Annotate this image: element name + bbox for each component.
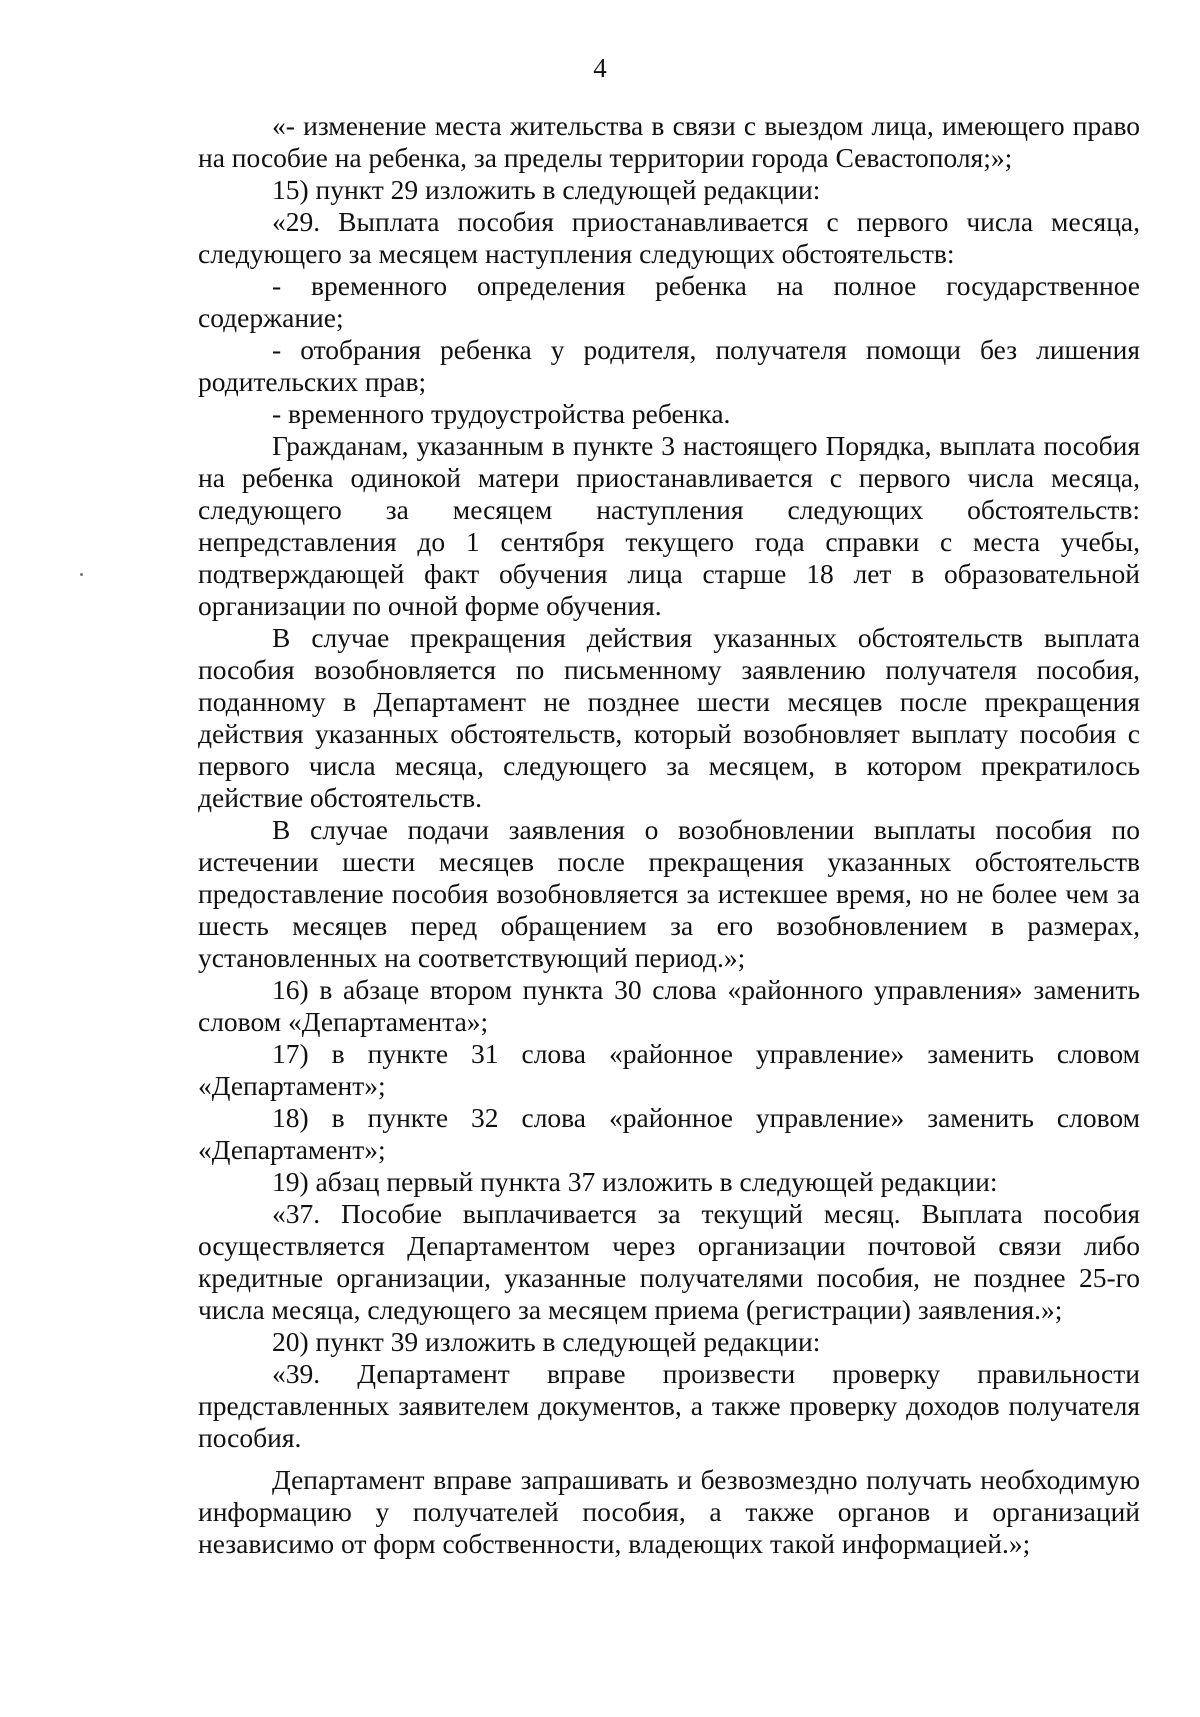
paragraph-10: 16) в абзаце втором пункта 30 слова «районного управления» заменить словом «Департамента»;	[198, 974, 1140, 1037]
paragraph-3: «29. Выплата пособия приостанавливается с первого числа месяца, следующего за месяцем наступления следующих обстоятельств:	[198, 206, 1140, 269]
paragraph-16: «39. Департамент вправе произвести проверку правильности представленных заявителем документов, а также проверку доходов получателя пособия.	[198, 1358, 1140, 1453]
paragraph-8: В случае прекращения действия указанных обстоятельств выплата пособия возобновляется по письменному заявлению получателя пособия, поданному в Департамент не позднее шести месяцев после прекращения действия указанных обстоятельств, который возобновляет выплату пособия с первого числа месяца, следующего за месяцем, в котором прекратилось действие обстоятельств.	[198, 622, 1140, 813]
paragraph-7: Гражданам, указанным в пункте 3 настоящего Порядка, выплата пособия на ребенка одинокой матери приостанавливается с первого числа месяца, следующего за месяцем наступления следующих обстоятельств: непредставления до 1 сентября текущего года справки с места учебы, подтверждающей факт обучения лица старше 18 лет в образовательной организации по очной форме обучения.	[198, 430, 1140, 621]
paragraph-1: «- изменение места жительства в связи с выездом лица, имеющего право на пособие на ребенка, за пределы территории города Севастополя;»;	[198, 110, 1140, 173]
paragraph-6: - временного трудоустройства ребенка.	[272, 398, 731, 429]
paragraph-13: 19) абзац первый пункта 37 изложить в следующей редакции:	[272, 1166, 998, 1197]
paragraph-2: 15) пункт 29 изложить в следующей редакции:	[272, 174, 821, 205]
paragraph-9: В случае подачи заявления о возобновлении выплаты пособия по истечении шести месяцев после прекращения указанных обстоятельств предоставление пособия возобновляется за истекшее время, но не более чем за шесть месяцев перед обращением за его возобновлением в размерах, установленных на соответствующий период.»;	[198, 814, 1140, 973]
paragraph-15: 20) пункт 39 изложить в следующей редакции:	[272, 1326, 821, 1357]
document-body	[198, 110, 1140, 1560]
paragraph-12: 18) в пункте 32 слова «районное управление» заменить словом «Департамент»;	[198, 1102, 1140, 1165]
page-number: 4	[593, 53, 607, 83]
paragraph-4: - временного определения ребенка на полное государственное содержание;	[198, 270, 1140, 333]
paragraph-17: Департамент вправе запрашивать и безвозмездно получать необходимую информацию у получателей пособия, а также органов и организаций независимо от форм собственности, владеющих такой информацией.»;	[198, 1464, 1140, 1559]
paragraph-5: - отобрания ребенка у родителя, получателя помощи без лишения родительских прав;	[198, 334, 1140, 397]
scan-speck	[80, 573, 83, 576]
paragraph-14: «37. Пособие выплачивается за текущий месяц. Выплата пособия осуществляется Департаментом через организации почтовой связи либо кредитные организации, указанные получателями пособия, не позднее 25-го числа месяца, следующего за месяцем приема (регистрации) заявления.»;	[198, 1198, 1140, 1325]
paragraph-11: 17) в пункте 31 слова «районное управление» заменить словом «Департамент»;	[198, 1038, 1140, 1101]
